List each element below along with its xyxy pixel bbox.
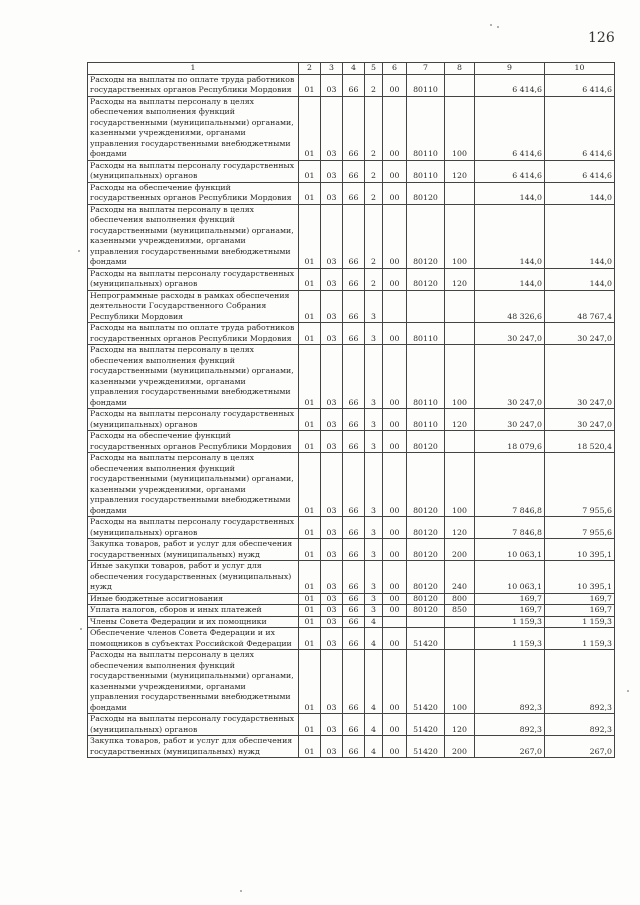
table-row xyxy=(88,96,615,160)
subprogram-code-cell: 2 xyxy=(365,96,383,160)
subsection-code-cell: 03 xyxy=(321,268,343,290)
expense-type-cell xyxy=(445,323,475,345)
target-article-cell: 80120 xyxy=(407,605,445,617)
section-code-cell: 01 xyxy=(299,160,321,182)
direction-code-cell: 00 xyxy=(383,204,407,268)
table-row xyxy=(88,539,615,561)
target-article-cell: 80110 xyxy=(407,160,445,182)
expense-type-cell: 850 xyxy=(445,605,475,617)
table-row xyxy=(88,160,615,182)
direction-code-cell: 00 xyxy=(383,160,407,182)
amount-year2-cell: 1 159,3 xyxy=(545,628,615,650)
target-article-cell: 80120 xyxy=(407,204,445,268)
amount-year2-cell: 144,0 xyxy=(545,268,615,290)
row-name-cell: Расходы на выплаты по оплате труда работников государственных органов Республики Мордовия xyxy=(88,323,299,345)
direction-code-cell: 00 xyxy=(383,561,407,594)
direction-code-cell: 00 xyxy=(383,605,407,617)
subsection-code-cell: 03 xyxy=(321,431,343,453)
row-name-cell: Уплата налогов, сборов и иных платежей xyxy=(88,605,299,617)
program-code-cell: 66 xyxy=(343,616,365,628)
scan-speck xyxy=(627,690,629,692)
subsection-code-cell: 03 xyxy=(321,650,343,714)
section-code-cell: 01 xyxy=(299,517,321,539)
expense-type-cell xyxy=(445,290,475,323)
section-code-cell: 01 xyxy=(299,431,321,453)
subsection-code-cell: 03 xyxy=(321,204,343,268)
subsection-code-cell: 03 xyxy=(321,605,343,617)
row-name-cell: Расходы на обеспечение функций государственных органов Республики Мордовия xyxy=(88,431,299,453)
subsection-code-cell: 03 xyxy=(321,182,343,204)
target-article-cell: 80120 xyxy=(407,268,445,290)
amount-year1-cell: 10 063,1 xyxy=(475,561,545,594)
section-code-cell: 01 xyxy=(299,74,321,96)
row-name-cell: Расходы на выплаты персоналу государственных (муниципальных) органов xyxy=(88,409,299,431)
subprogram-code-cell: 4 xyxy=(365,714,383,736)
subsection-code-cell: 03 xyxy=(321,74,343,96)
amount-year2-cell: 144,0 xyxy=(545,182,615,204)
amount-year2-cell: 892,3 xyxy=(545,714,615,736)
amount-year1-cell: 6 414,6 xyxy=(475,160,545,182)
direction-code-cell: 00 xyxy=(383,517,407,539)
table-row xyxy=(88,605,615,617)
row-name-cell: Расходы на выплаты персоналу в целях обеспечения выполнения функций государственными (муниципальными) органами, казенными учреждениями, органами управления государственными внебюджетными фондами xyxy=(88,453,299,517)
table-row xyxy=(88,431,615,453)
subsection-code-cell: 03 xyxy=(321,714,343,736)
table-row xyxy=(88,714,615,736)
target-article-cell: 80120 xyxy=(407,453,445,517)
expense-type-cell: 240 xyxy=(445,561,475,594)
amount-year2-cell: 169,7 xyxy=(545,593,615,605)
table-row xyxy=(88,736,615,758)
section-code-cell: 01 xyxy=(299,539,321,561)
direction-code-cell: 00 xyxy=(383,268,407,290)
amount-year1-cell: 30 247,0 xyxy=(475,345,545,409)
expense-type-cell: 800 xyxy=(445,593,475,605)
amount-year1-cell: 7 846,8 xyxy=(475,517,545,539)
header-cell: 10 xyxy=(545,63,615,75)
subprogram-code-cell: 2 xyxy=(365,204,383,268)
expense-type-cell xyxy=(445,182,475,204)
amount-year2-cell: 892,3 xyxy=(545,650,615,714)
table-row xyxy=(88,628,615,650)
expense-type-cell: 120 xyxy=(445,714,475,736)
subprogram-code-cell: 3 xyxy=(365,453,383,517)
table-row xyxy=(88,204,615,268)
subprogram-code-cell: 3 xyxy=(365,517,383,539)
section-code-cell: 01 xyxy=(299,323,321,345)
table-row xyxy=(88,409,615,431)
amount-year1-cell: 10 063,1 xyxy=(475,539,545,561)
program-code-cell: 66 xyxy=(343,431,365,453)
table-row xyxy=(88,323,615,345)
row-name-cell: Расходы на выплаты персоналу в целях обеспечения выполнения функций государственными (муниципальными) органами, казенными учреждениями, органами управления государственными внебюджетными фондами xyxy=(88,96,299,160)
amount-year2-cell: 6 414,6 xyxy=(545,160,615,182)
program-code-cell: 66 xyxy=(343,409,365,431)
expense-type-cell: 100 xyxy=(445,453,475,517)
section-code-cell: 01 xyxy=(299,714,321,736)
direction-code-cell: 00 xyxy=(383,593,407,605)
table-row xyxy=(88,616,615,628)
expense-type-cell: 120 xyxy=(445,268,475,290)
amount-year2-cell: 144,0 xyxy=(545,204,615,268)
table-row xyxy=(88,517,615,539)
subprogram-code-cell: 3 xyxy=(365,431,383,453)
direction-code-cell: 00 xyxy=(383,409,407,431)
direction-code-cell: 00 xyxy=(383,714,407,736)
row-name-cell: Расходы на выплаты персоналу в целях обеспечения выполнения функций государственными (муниципальными) органами, казенными учреждениями, органами управления государственными внебюджетными фондами xyxy=(88,204,299,268)
scan-speck xyxy=(497,26,499,28)
table-row xyxy=(88,182,615,204)
row-name-cell: Члены Совета Федерации и их помощники xyxy=(88,616,299,628)
program-code-cell: 66 xyxy=(343,74,365,96)
subprogram-code-cell: 2 xyxy=(365,74,383,96)
subprogram-code-cell: 3 xyxy=(365,290,383,323)
scan-speck xyxy=(80,628,82,630)
program-code-cell: 66 xyxy=(343,539,365,561)
row-name-cell: Расходы на обеспечение функций государственных органов Республики Мордовия xyxy=(88,182,299,204)
program-code-cell: 66 xyxy=(343,290,365,323)
amount-year2-cell: 6 414,6 xyxy=(545,96,615,160)
header-cell: 2 xyxy=(299,63,321,75)
subsection-code-cell: 03 xyxy=(321,453,343,517)
subprogram-code-cell: 2 xyxy=(365,268,383,290)
expense-type-cell xyxy=(445,431,475,453)
program-code-cell: 66 xyxy=(343,323,365,345)
section-code-cell: 01 xyxy=(299,290,321,323)
program-code-cell: 66 xyxy=(343,345,365,409)
expense-type-cell: 120 xyxy=(445,517,475,539)
expense-type-cell: 120 xyxy=(445,160,475,182)
target-article-cell: 51420 xyxy=(407,628,445,650)
amount-year1-cell: 1 159,3 xyxy=(475,616,545,628)
expense-type-cell: 200 xyxy=(445,539,475,561)
amount-year1-cell: 144,0 xyxy=(475,204,545,268)
scan-speck xyxy=(78,250,80,252)
amount-year2-cell: 10 395,1 xyxy=(545,561,615,594)
section-code-cell: 01 xyxy=(299,182,321,204)
program-code-cell: 66 xyxy=(343,561,365,594)
subsection-code-cell: 03 xyxy=(321,345,343,409)
header-cell: 7 xyxy=(407,63,445,75)
table-header-row xyxy=(88,63,615,75)
target-article-cell: 80120 xyxy=(407,561,445,594)
section-code-cell: 01 xyxy=(299,605,321,617)
direction-code-cell: 00 xyxy=(383,736,407,758)
row-name-cell: Расходы на выплаты персоналу государственных (муниципальных) органов xyxy=(88,517,299,539)
direction-code-cell: 00 xyxy=(383,96,407,160)
row-name-cell: Расходы на выплаты персоналу в целях обеспечения выполнения функций государственными (муниципальными) органами, казенными учреждениями, органами управления государственными внебюджетными фондами xyxy=(88,345,299,409)
amount-year2-cell: 48 767,4 xyxy=(545,290,615,323)
row-name-cell: Расходы на выплаты персоналу государственных (муниципальных) органов xyxy=(88,268,299,290)
direction-code-cell: 00 xyxy=(383,628,407,650)
subsection-code-cell: 03 xyxy=(321,539,343,561)
direction-code-cell: 00 xyxy=(383,453,407,517)
subprogram-code-cell: 3 xyxy=(365,593,383,605)
subprogram-code-cell: 3 xyxy=(365,539,383,561)
budget-table xyxy=(87,62,615,758)
program-code-cell: 66 xyxy=(343,628,365,650)
section-code-cell: 01 xyxy=(299,96,321,160)
amount-year1-cell: 144,0 xyxy=(475,182,545,204)
subprogram-code-cell: 4 xyxy=(365,736,383,758)
row-name-cell: Непрограммные расходы в рамках обеспечения деятельности Государственного Собрания Республики Мордовия xyxy=(88,290,299,323)
expense-type-cell: 200 xyxy=(445,736,475,758)
row-name-cell: Расходы на выплаты персоналу в целях обеспечения выполнения функций государственными (муниципальными) органами, казенными учреждениями, органами управления государственными внебюджетными фондами xyxy=(88,650,299,714)
direction-code-cell: 00 xyxy=(383,539,407,561)
program-code-cell: 66 xyxy=(343,650,365,714)
target-article-cell: 80120 xyxy=(407,517,445,539)
target-article-cell: 80110 xyxy=(407,345,445,409)
amount-year1-cell: 30 247,0 xyxy=(475,323,545,345)
target-article-cell: 80110 xyxy=(407,409,445,431)
subprogram-code-cell: 4 xyxy=(365,650,383,714)
row-name-cell: Иные закупки товаров, работ и услуг для обеспечения государственных (муниципальных) нужд xyxy=(88,561,299,594)
section-code-cell: 01 xyxy=(299,628,321,650)
target-article-cell: 51420 xyxy=(407,650,445,714)
amount-year2-cell: 1 159,3 xyxy=(545,616,615,628)
amount-year2-cell: 7 955,6 xyxy=(545,453,615,517)
amount-year2-cell: 267,0 xyxy=(545,736,615,758)
subprogram-code-cell: 2 xyxy=(365,182,383,204)
expense-type-cell xyxy=(445,616,475,628)
subsection-code-cell: 03 xyxy=(321,323,343,345)
amount-year1-cell: 144,0 xyxy=(475,268,545,290)
amount-year2-cell: 30 247,0 xyxy=(545,345,615,409)
direction-code-cell: 00 xyxy=(383,74,407,96)
header-cell: 5 xyxy=(365,63,383,75)
amount-year2-cell: 18 520,4 xyxy=(545,431,615,453)
header-cell: 1 xyxy=(88,63,299,75)
subsection-code-cell: 03 xyxy=(321,628,343,650)
subsection-code-cell: 03 xyxy=(321,290,343,323)
direction-code-cell: 00 xyxy=(383,182,407,204)
section-code-cell: 01 xyxy=(299,345,321,409)
target-article-cell: 80120 xyxy=(407,539,445,561)
table-row xyxy=(88,345,615,409)
header-cell: 3 xyxy=(321,63,343,75)
row-name-cell: Закупка товаров, работ и услуг для обеспечения государственных (муниципальных) нужд xyxy=(88,539,299,561)
subprogram-code-cell: 3 xyxy=(365,605,383,617)
section-code-cell: 01 xyxy=(299,453,321,517)
table-row xyxy=(88,561,615,594)
subsection-code-cell: 03 xyxy=(321,409,343,431)
row-name-cell: Закупка товаров, работ и услуг для обеспечения государственных (муниципальных) нужд xyxy=(88,736,299,758)
page-number: 126 xyxy=(588,30,615,46)
program-code-cell: 66 xyxy=(343,714,365,736)
table-row xyxy=(88,74,615,96)
subsection-code-cell: 03 xyxy=(321,160,343,182)
program-code-cell: 66 xyxy=(343,593,365,605)
program-code-cell: 66 xyxy=(343,517,365,539)
header-cell: 8 xyxy=(445,63,475,75)
program-code-cell: 66 xyxy=(343,268,365,290)
amount-year2-cell: 7 955,6 xyxy=(545,517,615,539)
expense-type-cell: 100 xyxy=(445,650,475,714)
amount-year1-cell: 169,7 xyxy=(475,593,545,605)
subprogram-code-cell: 4 xyxy=(365,616,383,628)
row-name-cell: Иные бюджетные ассигнования xyxy=(88,593,299,605)
expense-type-cell xyxy=(445,74,475,96)
scan-speck xyxy=(490,24,492,26)
scan-speck xyxy=(240,890,242,892)
subsection-code-cell: 03 xyxy=(321,616,343,628)
target-article-cell xyxy=(407,290,445,323)
amount-year2-cell: 30 247,0 xyxy=(545,409,615,431)
target-article-cell: 80110 xyxy=(407,96,445,160)
subprogram-code-cell: 3 xyxy=(365,561,383,594)
program-code-cell: 66 xyxy=(343,204,365,268)
amount-year1-cell: 6 414,6 xyxy=(475,74,545,96)
section-code-cell: 01 xyxy=(299,593,321,605)
section-code-cell: 01 xyxy=(299,409,321,431)
amount-year1-cell: 892,3 xyxy=(475,714,545,736)
amount-year2-cell: 30 247,0 xyxy=(545,323,615,345)
section-code-cell: 01 xyxy=(299,736,321,758)
row-name-cell: Расходы на выплаты персоналу государственных (муниципальных) органов xyxy=(88,160,299,182)
table-row xyxy=(88,593,615,605)
amount-year1-cell: 18 079,6 xyxy=(475,431,545,453)
target-article-cell: 80110 xyxy=(407,74,445,96)
expense-type-cell: 100 xyxy=(445,96,475,160)
subsection-code-cell: 03 xyxy=(321,96,343,160)
program-code-cell: 66 xyxy=(343,182,365,204)
header-cell: 4 xyxy=(343,63,365,75)
target-article-cell: 51420 xyxy=(407,736,445,758)
amount-year2-cell: 6 414,6 xyxy=(545,74,615,96)
direction-code-cell: 00 xyxy=(383,431,407,453)
subsection-code-cell: 03 xyxy=(321,736,343,758)
row-name-cell: Расходы на выплаты персоналу государственных (муниципальных) органов xyxy=(88,714,299,736)
expense-type-cell: 120 xyxy=(445,409,475,431)
amount-year1-cell: 169,7 xyxy=(475,605,545,617)
subprogram-code-cell: 4 xyxy=(365,628,383,650)
direction-code-cell: 00 xyxy=(383,650,407,714)
section-code-cell: 01 xyxy=(299,650,321,714)
subprogram-code-cell: 2 xyxy=(365,160,383,182)
table-body xyxy=(88,74,615,758)
subprogram-code-cell: 3 xyxy=(365,409,383,431)
table-row xyxy=(88,290,615,323)
row-name-cell: Обеспечение членов Совета Федерации и их помощников в субъектах Российской Федерации xyxy=(88,628,299,650)
program-code-cell: 66 xyxy=(343,605,365,617)
subsection-code-cell: 03 xyxy=(321,561,343,594)
direction-code-cell xyxy=(383,290,407,323)
program-code-cell: 66 xyxy=(343,160,365,182)
section-code-cell: 01 xyxy=(299,561,321,594)
table-row xyxy=(88,268,615,290)
header-cell: 9 xyxy=(475,63,545,75)
row-name-cell: Расходы на выплаты по оплате труда работников государственных органов Республики Мордовия xyxy=(88,74,299,96)
section-code-cell: 01 xyxy=(299,204,321,268)
section-code-cell: 01 xyxy=(299,616,321,628)
program-code-cell: 66 xyxy=(343,736,365,758)
amount-year1-cell: 30 247,0 xyxy=(475,409,545,431)
target-article-cell: 80120 xyxy=(407,182,445,204)
amount-year1-cell: 6 414,6 xyxy=(475,96,545,160)
direction-code-cell: 00 xyxy=(383,323,407,345)
amount-year1-cell: 267,0 xyxy=(475,736,545,758)
target-article-cell: 80120 xyxy=(407,593,445,605)
subsection-code-cell: 03 xyxy=(321,517,343,539)
target-article-cell xyxy=(407,616,445,628)
table-row xyxy=(88,453,615,517)
amount-year2-cell: 169,7 xyxy=(545,605,615,617)
header-cell: 6 xyxy=(383,63,407,75)
table-row xyxy=(88,650,615,714)
amount-year1-cell: 1 159,3 xyxy=(475,628,545,650)
amount-year2-cell: 10 395,1 xyxy=(545,539,615,561)
subprogram-code-cell: 3 xyxy=(365,323,383,345)
target-article-cell: 51420 xyxy=(407,714,445,736)
expense-type-cell: 100 xyxy=(445,345,475,409)
amount-year1-cell: 48 326,6 xyxy=(475,290,545,323)
subprogram-code-cell: 3 xyxy=(365,345,383,409)
target-article-cell: 80110 xyxy=(407,323,445,345)
target-article-cell: 80120 xyxy=(407,431,445,453)
direction-code-cell: 00 xyxy=(383,345,407,409)
program-code-cell: 66 xyxy=(343,453,365,517)
section-code-cell: 01 xyxy=(299,268,321,290)
expense-type-cell: 100 xyxy=(445,204,475,268)
amount-year1-cell: 7 846,8 xyxy=(475,453,545,517)
program-code-cell: 66 xyxy=(343,96,365,160)
expense-type-cell xyxy=(445,628,475,650)
subsection-code-cell: 03 xyxy=(321,593,343,605)
amount-year1-cell: 892,3 xyxy=(475,650,545,714)
direction-code-cell xyxy=(383,616,407,628)
